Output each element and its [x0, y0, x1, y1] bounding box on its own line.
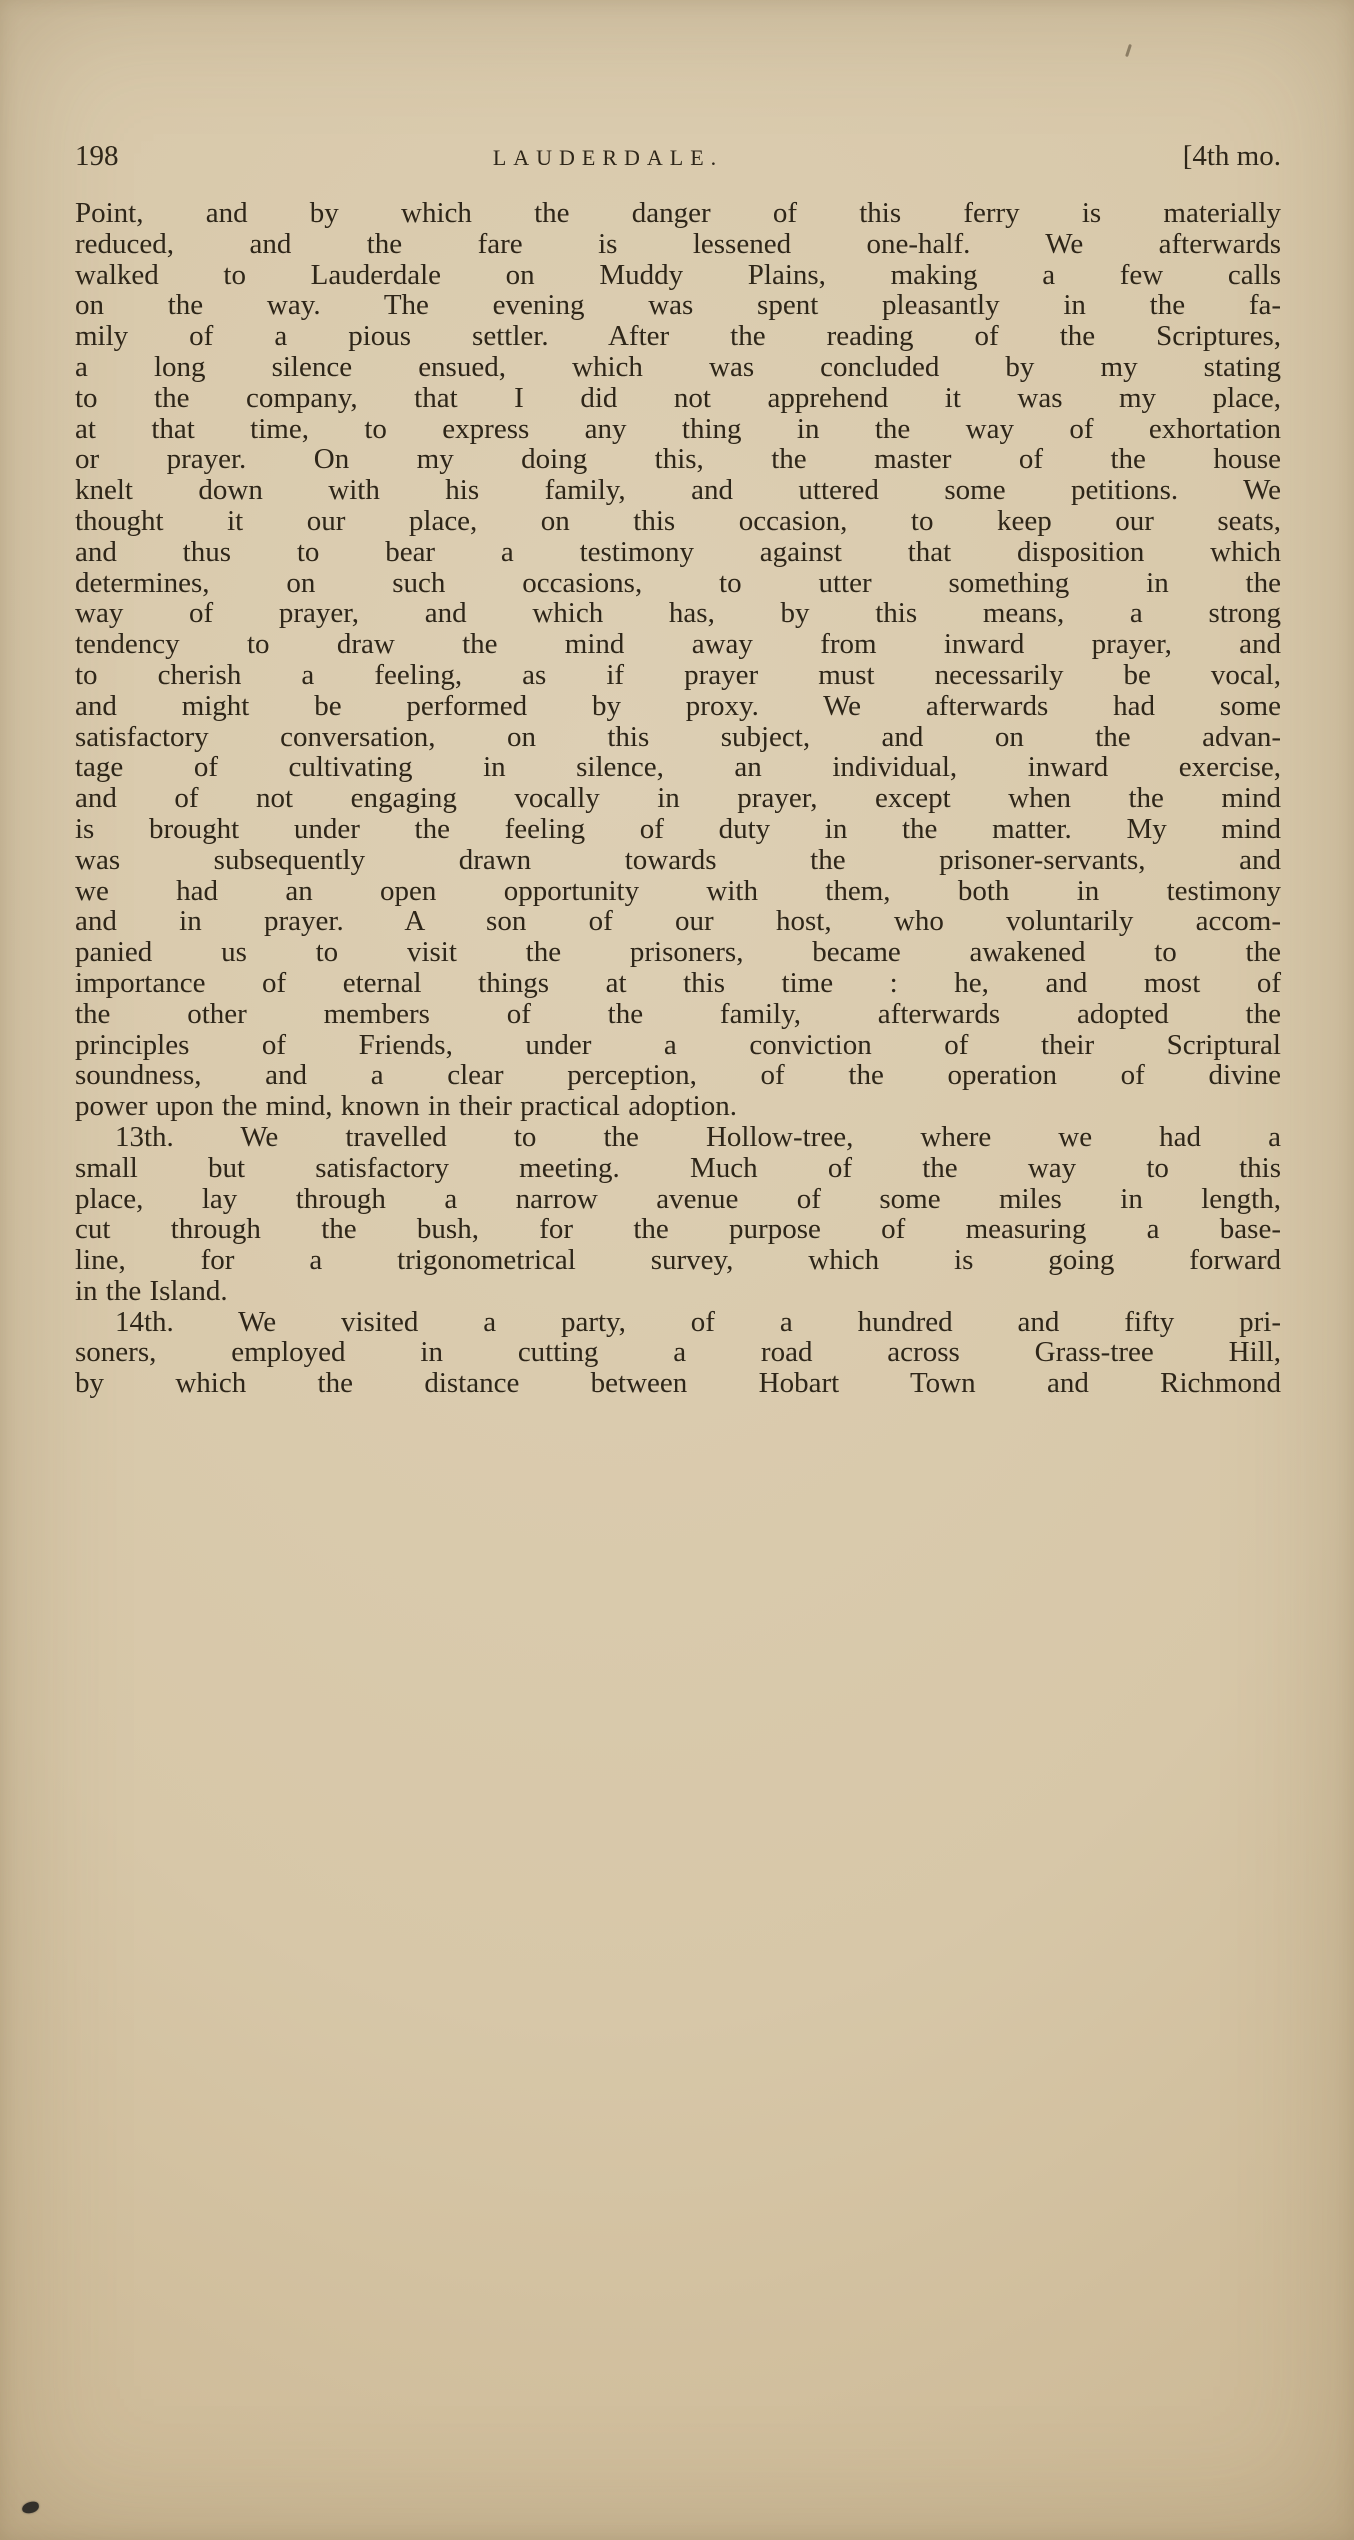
running-title: LAUDERDALE.: [492, 145, 724, 170]
text-line: to cherish a feeling, as if prayer must necessarily be vocal,: [75, 658, 1281, 691]
text-line: to the company, that I did not apprehend it was my place,: [75, 381, 1281, 414]
text-line: and might be performed by proxy. We afterwards had some: [75, 689, 1281, 722]
text-line: way of prayer, and which has, by this means, a strong: [75, 597, 1281, 630]
text-line: satisfactory conversation, on this subject, and on the advan-: [75, 720, 1281, 753]
text-line: 13th. We travelled to the Hollow-tree, where we had a: [115, 1120, 1281, 1153]
text-line: small but satisfactory meeting. Much of the way to this: [75, 1151, 1281, 1184]
ink-blot: [21, 2501, 40, 2515]
text-line: and of not engaging vocally in prayer, except when the mind: [75, 782, 1281, 815]
paragraph: [75, 1307, 1281, 1399]
running-head: [75, 140, 1281, 178]
text-line: mily of a pious settler. After the reading of the Scriptures,: [75, 320, 1281, 353]
text-line: soners, employed in cutting a road across Grass-tree Hill,: [75, 1336, 1281, 1369]
text-line: knelt down with his family, and uttered some petitions. We: [75, 474, 1281, 507]
scan-speck: [1125, 44, 1132, 57]
text-line: soundness, and a clear perception, of the operation of divine: [75, 1059, 1281, 1092]
text-line: or prayer. On my doing this, the master of the house: [75, 443, 1281, 476]
text-line: tendency to draw the mind away from inward prayer, and: [75, 628, 1281, 661]
text-line: the other members of the family, afterwards adopted the: [75, 997, 1281, 1030]
text-line: on the way. The evening was spent pleasantly in the fa-: [75, 289, 1281, 322]
text-line: 14th. We visited a party, of a hundred and fifty pri-: [115, 1305, 1281, 1338]
text-line: line, for a trigonometrical survey, which is going forward: [75, 1244, 1281, 1277]
type-area: [75, 140, 1281, 1399]
text-line: panied us to visit the prisoners, became awakened to the: [75, 936, 1281, 969]
text-line: tage of cultivating in silence, an individual, inward exercise,: [75, 751, 1281, 784]
text-line: we had an open opportunity with them, both in testimony: [75, 874, 1281, 907]
text-line: in the Island.: [75, 1274, 228, 1307]
page-text: [75, 198, 1281, 1399]
page-number: 198: [75, 140, 119, 172]
text-line: a long silence ensued, which was concluded by my stating: [75, 350, 1281, 383]
paragraph: [75, 1122, 1281, 1307]
text-line: principles of Friends, under a conviction of their Scriptural: [75, 1028, 1281, 1061]
text-line: cut through the bush, for the purpose of measuring a base-: [75, 1213, 1281, 1246]
text-line: power upon the mind, known in their practical adoption.: [75, 1090, 737, 1123]
text-line: by which the distance between Hobart Town and Richmond: [75, 1367, 1281, 1400]
text-line: thought it our place, on this occasion, to keep our seats,: [75, 504, 1281, 537]
date-annotation: [4th mo.: [1182, 140, 1281, 172]
text-line: importance of eternal things at this time : he, and most of: [75, 966, 1281, 999]
text-line: was subsequently drawn towards the prisoner-servants, and: [75, 843, 1281, 876]
text-line: and in prayer. A son of our host, who voluntarily accom-: [75, 905, 1281, 938]
text-line: is brought under the feeling of duty in the matter. My mind: [75, 812, 1281, 845]
text-line: place, lay through a narrow avenue of some miles in length,: [75, 1182, 1281, 1215]
text-line: and thus to bear a testimony against that disposition which: [75, 535, 1281, 568]
text-line: walked to Lauderdale on Muddy Plains, making a few calls: [75, 258, 1281, 291]
text-line: Point, and by which the danger of this ferry is materially: [75, 197, 1281, 229]
text-line: reduced, and the fare is lessened one-half. We afterwards: [75, 227, 1281, 260]
text-line: at that time, to express any thing in the way of exhortation: [75, 412, 1281, 445]
text-line: determines, on such occasions, to utter something in the: [75, 566, 1281, 599]
paragraph: [75, 198, 1281, 1122]
